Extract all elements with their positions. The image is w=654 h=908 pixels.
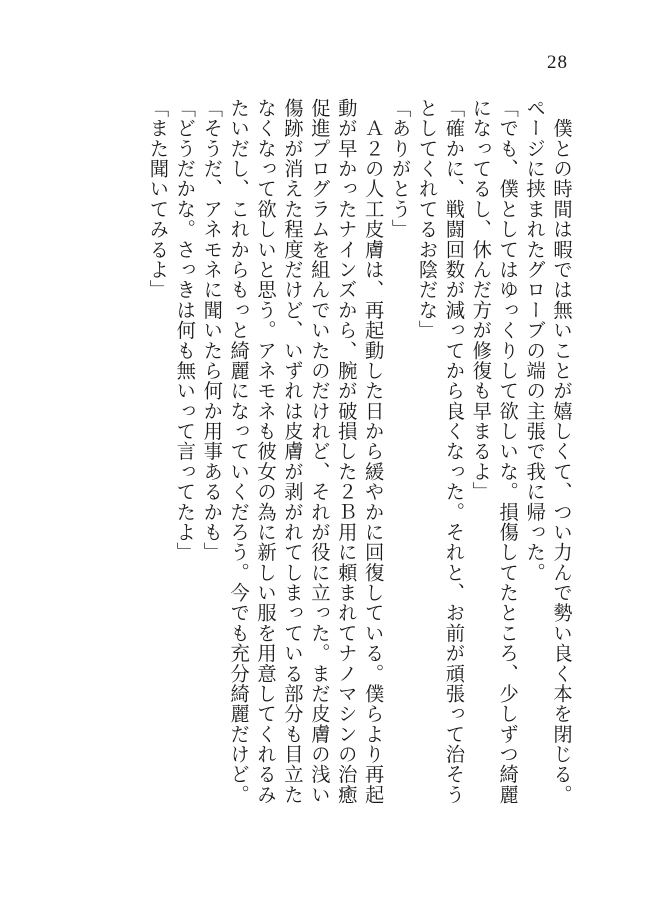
paragraph-dialogue-6: 「また聞いてみるよ」 — [146, 98, 170, 300]
paragraph-dialogue-3: 「ありがとう」 — [388, 98, 412, 240]
paragraph-dialogue-1: 「でも、僕としてはゆっくりして欲しいな。損傷してたところ、少しずつ綺麗になってるし、休んだ方が修復も早まるよ」 — [469, 98, 520, 805]
vertical-text-body — [74, 98, 574, 818]
paragraph-narration-2: Ａ２の人工皮膚は、再起動した日から緩やかに回復している。僕らより再起動が早かったナインズから、腕が破損した２Ｂ用に頼まれてナノマシンの治癒促進プログラムを組んでいたのだけれど、それが役に立った。まだ皮膚の浅い傷跡が消えた程度だけど、いずれは皮膚が剥がれてしまっている部分も目立たなくなって欲しいと思う。アネモネも彼女の為に新しい服を用意してくれるみたいだし、これからもっと綺麗になっていくだろう。今でも充分綺麗だけど。 — [227, 98, 385, 805]
paragraph-narration-1: 僕との時間は暇では無いことが嬉しくて、つい力んで勢い良く本を閉じる。ページに挟まれたグローブの端の主張で我に帰った。 — [523, 98, 573, 805]
page-number: 28 — [547, 52, 568, 73]
paragraph-dialogue-5: 「どうだかな。さっきは何も無いって言ってたよ」 — [173, 98, 197, 563]
paragraph-dialogue-4: 「そうだ、アネモネに聞いたら何か用事あるかも」 — [200, 98, 224, 563]
paragraph-dialogue-2: 「確かに、戦闘回数が減ってから良くなった。それと、お前が頑張って治そうとしてくれてるお陰だな」 — [415, 98, 466, 805]
